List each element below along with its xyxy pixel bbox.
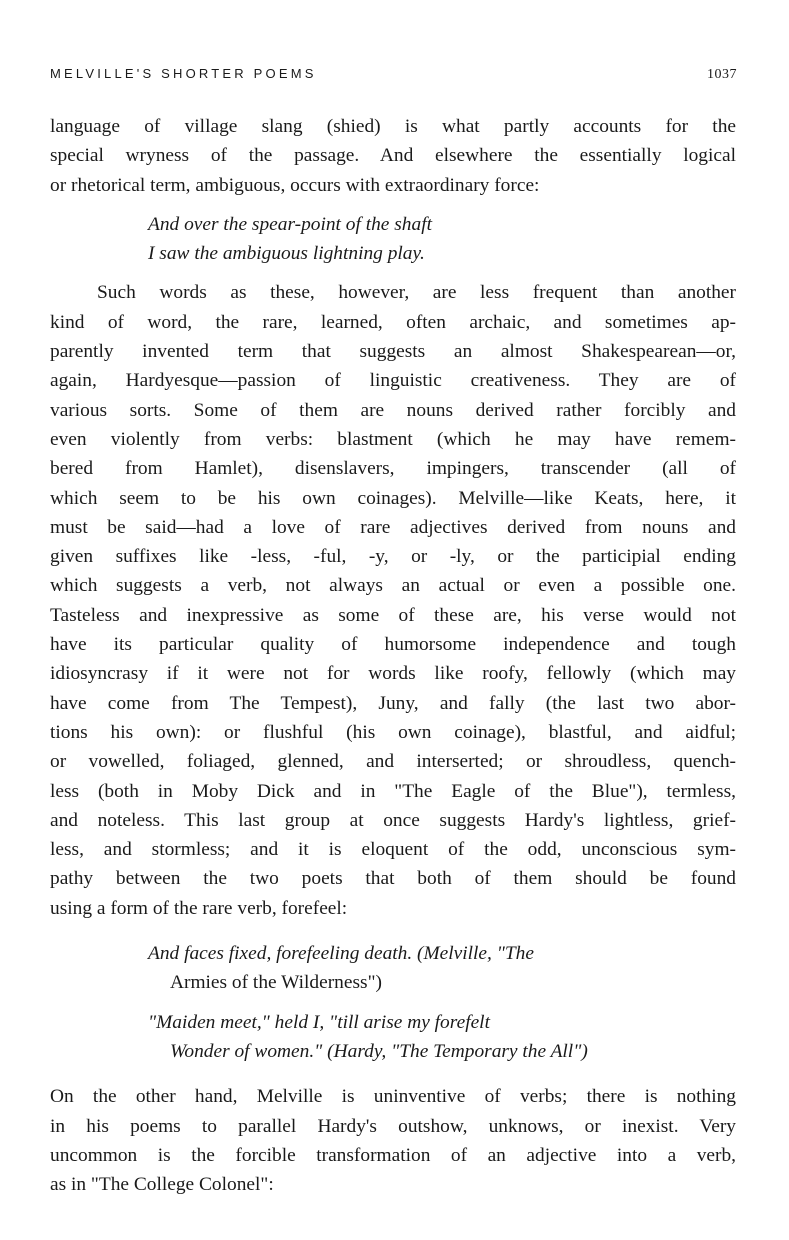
text-line: or vowelled, foliaged, glenned, and interserted; or shroudless, quench- [50,751,736,773]
text-line: even violently from verbs: blastment (which he may have remem- [50,428,736,450]
text-line: or rhetorical term, ambiguous, occurs with extraordinary force: [50,174,540,196]
verse-line: I saw the ambiguous lightning play. [148,243,425,265]
paragraph [50,112,736,200]
paragraph [50,1082,736,1199]
verse-quotation [148,939,736,1066]
verse-line: And over the spear-point of the shaft [148,213,432,235]
text-line: less (both in Moby Dick and in "The Eagle of the Blue"), termless, [50,780,736,802]
text-line: Tasteless and inexpressive as some of these are, his verse would not [50,604,736,626]
text-line: various sorts. Some of them are nouns derived rather forcibly and [50,399,736,421]
running-header [50,66,737,83]
text-line: as in "The College Colonel": [50,1174,274,1196]
running-title: MELVILLE'S SHORTER POEMS [50,66,317,81]
text-line: which seem to be his own coinages). Melville—like Keats, here, it [50,487,736,509]
text-line: must be said—had a love of rare adjectives derived from nouns and [50,516,736,538]
verse-line: "Maiden meet," held I, "till arise my forefelt [148,1011,490,1033]
text-line: language of village slang (shied) is what partly accounts for the [50,116,736,137]
text-line: and noteless. This last group at once suggests Hardy's lightless, grief- [50,809,736,831]
text-line: On the other hand, Melville is uninventive of verbs; there is nothing [50,1086,736,1108]
verse-quotation [148,210,736,269]
text-line: parently invented term that suggests an almost Shakespearean—or, [50,341,736,363]
text-line: again, Hardyesque—passion of linguistic creativeness. They are of [50,370,736,392]
text-line: have come from The Tempest), Juny, and fally (the last two abor- [50,692,736,714]
page-body [50,112,736,1199]
text-line: using a form of the rare verb, forefeel: [50,897,348,919]
verse-line: Wonder of women." (Hardy, "The Temporary the All") [170,1040,588,1062]
text-line: uncommon is the forcible transformation of an adjective into a verb, [50,1144,736,1166]
text-line: bered from Hamlet), disenslavers, impingers, transcender (all of [50,458,736,480]
page-number: 1037 [707,67,737,82]
paragraph [50,278,736,923]
verse-line: And faces fixed, forefeeling death. (Melville, "The [148,943,534,965]
text-line: given suffixes like -less, -ful, -y, or -ly, or the participial ending [50,546,736,568]
verse-line: Armies of the Wilderness") [170,972,382,994]
text-line: pathy between the two poets that both of them should be found [50,868,736,890]
text-line: kind of word, the rare, learned, often archaic, and sometimes ap- [50,311,736,333]
text-line: in his poems to parallel Hardy's outshow, unknows, or inexist. Very [50,1115,736,1137]
text-line: have its particular quality of humorsome independence and tough [50,634,736,656]
text-line: tions his own): or flushful (his own coinage), blastful, and aidful; [50,721,736,743]
text-line: idiosyncrasy if it were not for words like roofy, fellowly (which may [50,663,736,685]
text-line: which suggests a verb, not always an actual or even a possible one. [50,575,736,597]
text-line: special wryness of the passage. And elsewhere the essentially logical [50,145,736,167]
text-line: Such words as these, however, are less frequent than another [97,282,736,304]
text-line: less, and stormless; and it is eloquent of the odd, unconscious sym- [50,839,736,861]
